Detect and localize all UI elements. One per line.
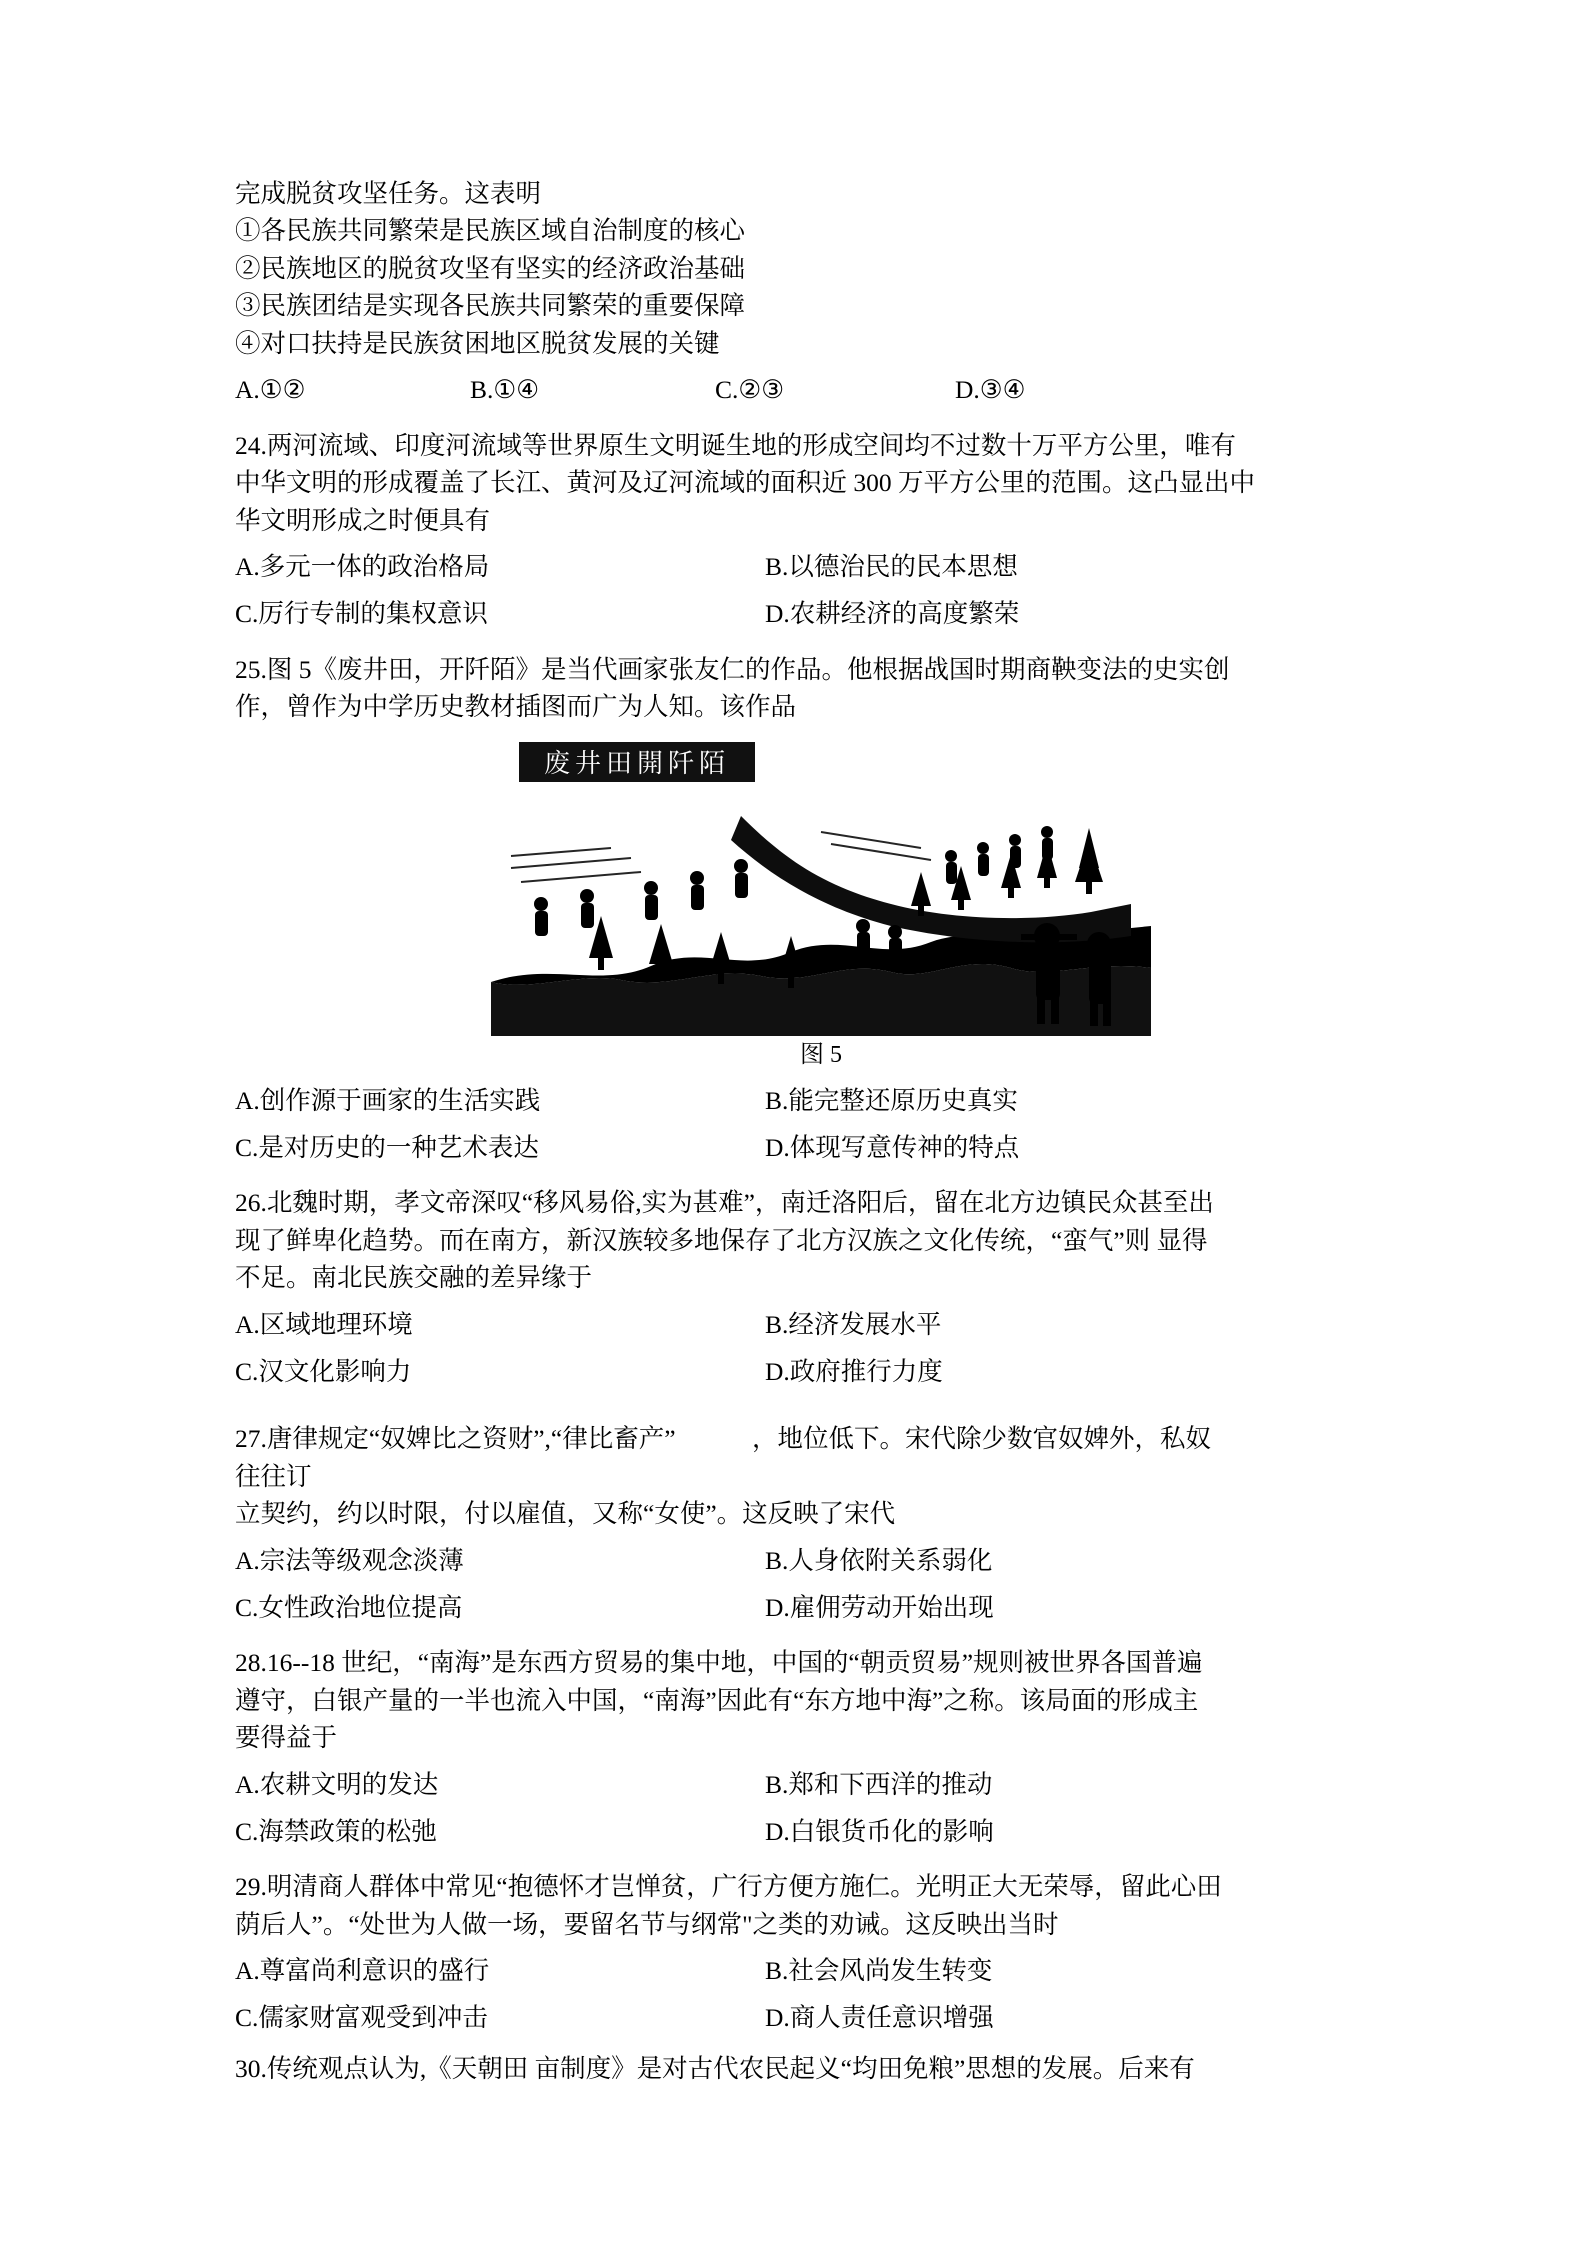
question-27-stem-line-1: 27.唐律规定“奴婢比之资财”,“律比畜产” ，地位低下。宋代除少数官奴婢外，私奴 <box>235 1424 1212 1454</box>
question-26-option-a[interactable]: A.区域地理环境 <box>235 1309 413 1339</box>
question-25-options-row-2 <box>235 1129 1407 1167</box>
question-26-options-row-1 <box>235 1306 1407 1344</box>
question-29 <box>235 1868 1407 2037</box>
question-29-option-d[interactable]: D.商人责任意识增强 <box>765 2003 994 2033</box>
question-27-stem-line-2: 往往订 <box>235 1461 312 1491</box>
question-29-option-b[interactable]: B.社会风尚发生转变 <box>765 1956 993 1986</box>
option-d[interactable]: D.③④ <box>955 375 1026 405</box>
question-25-option-c[interactable]: C.是对历史的一种艺术表达 <box>235 1133 539 1163</box>
question-26 <box>235 1184 1407 1391</box>
question-26-option-b[interactable]: B.经济发展水平 <box>765 1309 942 1339</box>
question-27-options-row-2 <box>235 1589 1407 1627</box>
question-29-option-c[interactable]: C.儒家财富观受到冲击 <box>235 2003 488 2033</box>
option-a[interactable]: A.①② <box>235 375 306 405</box>
question-24-options-row-2 <box>235 595 1407 633</box>
figure-5-caption: 图 5 <box>800 1041 842 1068</box>
question-27-option-a[interactable]: A.宗法等级观念淡薄 <box>235 1545 464 1575</box>
banner-text: 废井田開阡陌 <box>543 748 731 778</box>
statement-item-3: ③民族团结是实现各民族共同繁荣的重要保障 <box>235 291 746 321</box>
question-24-stem-line-3: 华文明形成之时便具有 <box>235 505 491 535</box>
question-26-stem-line-3: 不足。南北民族交融的差异缘于 <box>235 1263 593 1293</box>
question-27-option-d[interactable]: D.雇佣劳动开始出现 <box>765 1593 994 1623</box>
question-30 <box>235 2050 1407 2087</box>
question-29-options-row-2 <box>235 1999 1407 2037</box>
question-25-options-row-1 <box>235 1082 1407 1120</box>
question-24-stem-line-2: 中华文明的形成覆盖了长江、黄河及辽河流域的面积近 300 万平方公里的范围。这凸显出中 <box>235 468 1256 498</box>
question-29-stem-line-2: 荫后人”。“处世为人做一场，要留名节与纲常"之类的劝诫。这反映出当时 <box>235 1909 1059 1939</box>
question-29-option-a[interactable]: A.尊富尚利意识的盛行 <box>235 1956 490 1986</box>
question-25-option-d[interactable]: D.体现写意传神的特点 <box>765 1133 1020 1163</box>
question-28-option-c[interactable]: C.海禁政策的松弛 <box>235 1816 437 1846</box>
question-25-option-a[interactable]: A.创作源于画家的生活实践 <box>235 1085 541 1115</box>
section-spacer <box>235 1391 1407 1403</box>
question-24 <box>235 427 1407 634</box>
question-27-stem-line-3: 立契约，约以时限，付以雇值，又称“女使”。这反映了宋代 <box>235 1499 896 1529</box>
figure-5-wrapper <box>235 736 1407 1073</box>
question-28-stem-line-3: 要得益于 <box>235 1723 338 1753</box>
question-24-option-d[interactable]: D.农耕经济的高度繁荣 <box>765 599 1020 629</box>
question-30-stem-line-1: 30.传统观点认为,《天朝田 亩制度》是对古代农民起义“均田免粮”思想的发展。后来有 <box>235 2053 1195 2083</box>
question-26-option-d[interactable]: D.政府推行力度 <box>765 1357 943 1387</box>
question-26-stem-line-2: 现了鲜卑化趋势。而在南方，新汉族较多地保存了北方汉族之文化传统，“蛮气”则 显得 <box>235 1225 1208 1255</box>
question-26-stem-line-1: 26.北魏时期，孝文帝深叹“移风易俗,实为甚难”，南迁洛阳后，留在北方边镇民众甚至出 <box>235 1188 1214 1218</box>
question-28 <box>235 1644 1407 1851</box>
question-25-stem-line-1: 25.图 5《废井田，开阡陌》是当代画家张友仁的作品。他根据战国时期商鞅变法的史实创 <box>235 654 1230 684</box>
question-29-stem-line-1: 29.明清商人群体中常见“抱德怀才岂惮贫，广行方便方施仁。光明正大无荣辱，留此心田 <box>235 1872 1222 1902</box>
question-25 <box>235 651 1407 1168</box>
question-27-options-row-1 <box>235 1542 1407 1580</box>
answer-options-row <box>235 371 1407 409</box>
question-27-option-c[interactable]: C.女性政治地位提高 <box>235 1593 463 1623</box>
woodcut-illustration-svg <box>491 736 1151 1036</box>
question-28-options-row-1 <box>235 1766 1407 1804</box>
lead-text: 完成脱贫攻坚任务。这表明 <box>235 179 542 208</box>
question-25-option-b[interactable]: B.能完整还原历史真实 <box>765 1085 1018 1115</box>
question-26-option-c[interactable]: C.汉文化影响力 <box>235 1357 412 1387</box>
question-24-option-b[interactable]: B.以德治民的民本思想 <box>765 552 1018 582</box>
question-28-option-a[interactable]: A.农耕文明的发达 <box>235 1769 439 1799</box>
question-26-options-row-2 <box>235 1353 1407 1391</box>
option-c[interactable]: C.②③ <box>715 375 785 405</box>
question-24-options-row-1 <box>235 548 1407 586</box>
statement-item-4: ④对口扶持是民族贫困地区脱贫发展的关键 <box>235 328 720 358</box>
question-28-option-d[interactable]: D.白银货币化的影响 <box>765 1816 994 1846</box>
statement-item-1: ①各民族共同繁荣是民族区域自治制度的核心 <box>235 216 746 246</box>
question-24-option-c[interactable]: C.厉行专制的集权意识 <box>235 599 488 629</box>
question-27 <box>235 1420 1407 1627</box>
question-24-stem-line-1: 24.两河流域、印度河流域等世界原生文明诞生地的形成空间均不过数十万平方公里，唯有 <box>235 430 1236 460</box>
document-body <box>235 175 1407 2087</box>
question-28-stem-line-2: 遵守，白银产量的一半也流入中国，“南海”因此有“东方地中海”之称。该局面的形成主 <box>235 1685 1199 1715</box>
question-24-option-a[interactable]: A.多元一体的政治格局 <box>235 552 490 582</box>
question-28-options-row-2 <box>235 1813 1407 1851</box>
figure-5-illustration <box>491 736 1151 1036</box>
question-29-options-row-1 <box>235 1952 1407 1990</box>
question-27-option-b[interactable]: B.人身依附关系弱化 <box>765 1545 993 1575</box>
question-28-option-b[interactable]: B.郑和下西洋的推动 <box>765 1769 993 1799</box>
question-25-stem-line-2: 作，曾作为中学历史教材插图而广为人知。该作品 <box>235 692 797 722</box>
option-b[interactable]: B.①④ <box>470 375 540 405</box>
statement-item-2: ②民族地区的脱贫攻坚有坚实的经济政治基础 <box>235 253 746 283</box>
question-28-stem-line-1: 28.16--18 世纪，“南海”是东西方贸易的集中地，中国的“朝贡贸易”规则被世界各国普遍 <box>235 1648 1203 1678</box>
